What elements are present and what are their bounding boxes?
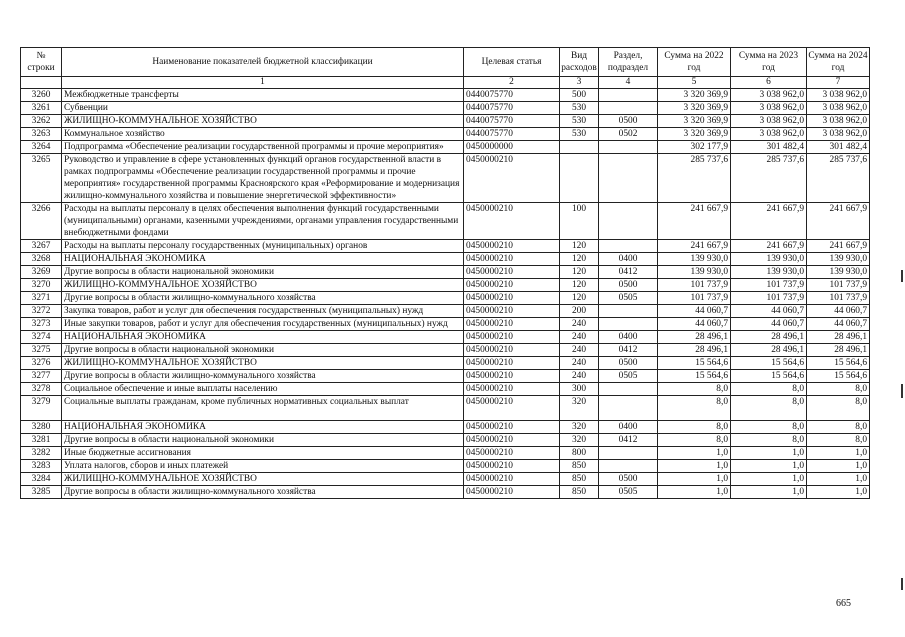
row-name: НАЦИОНАЛЬНАЯ ЭКОНОМИКА — [62, 253, 464, 266]
row-name: Другие вопросы в области жилищно-коммунального хозяйства — [62, 486, 464, 499]
row-number: 3262 — [21, 115, 62, 128]
row-name: Расходы на выплаты персоналу в целях обеспечения выполнения функций государственными (муниципальными) органами, казенными учреждениями, органами управления государственными внебюджетными фондами — [62, 203, 464, 240]
row-target: 0440075770 — [464, 89, 560, 102]
row-target: 0450000210 — [464, 473, 560, 486]
row-sum-2023: 1,0 — [731, 447, 807, 460]
row-target: 0450000210 — [464, 434, 560, 447]
row-target: 0450000210 — [464, 266, 560, 279]
row-sum-2022: 8,0 — [658, 434, 731, 447]
table-row — [21, 383, 870, 396]
row-number: 3280 — [21, 421, 62, 434]
row-target: 0440075770 — [464, 102, 560, 115]
row-expense-type: 120 — [560, 279, 599, 292]
row-name: Социальное обеспечение и иные выплаты населению — [62, 383, 464, 396]
row-expense-type: 240 — [560, 344, 599, 357]
row-target: 0450000210 — [464, 460, 560, 473]
row-name: Коммунальное хозяйство — [62, 128, 464, 141]
table-row — [21, 473, 870, 486]
column-number: 5 — [658, 77, 731, 89]
row-sum-2022: 302 177,9 — [658, 141, 731, 154]
row-sum-2023: 285 737,6 — [731, 154, 807, 203]
row-sum-2023: 28 496,1 — [731, 331, 807, 344]
table-row — [21, 266, 870, 279]
row-sum-2024: 101 737,9 — [807, 292, 870, 305]
row-target: 0450000210 — [464, 331, 560, 344]
row-sum-2023: 15 564,6 — [731, 357, 807, 370]
row-sum-2024: 15 564,6 — [807, 357, 870, 370]
row-target: 0450000210 — [464, 253, 560, 266]
row-section: 0505 — [599, 292, 658, 305]
row-sum-2024: 3 038 962,0 — [807, 128, 870, 141]
row-number: 3267 — [21, 240, 62, 253]
row-number: 3266 — [21, 203, 62, 240]
row-name: Субвенции — [62, 102, 464, 115]
row-number: 3264 — [21, 141, 62, 154]
row-sum-2022: 241 667,9 — [658, 240, 731, 253]
row-sum-2023: 3 038 962,0 — [731, 115, 807, 128]
row-expense-type: 200 — [560, 305, 599, 318]
row-sum-2024: 28 496,1 — [807, 331, 870, 344]
row-sum-2023: 101 737,9 — [731, 279, 807, 292]
row-expense-type: 530 — [560, 102, 599, 115]
row-sum-2024: 285 737,6 — [807, 154, 870, 203]
row-sum-2022: 101 737,9 — [658, 279, 731, 292]
table-row — [21, 486, 870, 499]
row-number: 3275 — [21, 344, 62, 357]
header-row-number: № строки — [21, 48, 62, 77]
row-number: 3265 — [21, 154, 62, 203]
row-sum-2022: 44 060,7 — [658, 318, 731, 331]
row-number: 3283 — [21, 460, 62, 473]
row-expense-type — [560, 154, 599, 203]
table-row — [21, 141, 870, 154]
row-sum-2022: 3 320 369,9 — [658, 128, 731, 141]
row-sum-2024: 1,0 — [807, 460, 870, 473]
table-body — [21, 89, 870, 499]
row-sum-2024: 3 038 962,0 — [807, 115, 870, 128]
row-sum-2024: 8,0 — [807, 396, 870, 421]
row-sum-2023: 44 060,7 — [731, 318, 807, 331]
row-sum-2024: 1,0 — [807, 447, 870, 460]
header-expense-type: Вид расходов — [560, 48, 599, 77]
row-section: 0400 — [599, 421, 658, 434]
row-section — [599, 305, 658, 318]
table-row — [21, 279, 870, 292]
table-row — [21, 318, 870, 331]
row-target: 0450000210 — [464, 383, 560, 396]
table-row — [21, 370, 870, 383]
row-sum-2022: 3 320 369,9 — [658, 102, 731, 115]
row-sum-2024: 8,0 — [807, 421, 870, 434]
table-row — [21, 89, 870, 102]
row-sum-2023: 241 667,9 — [731, 240, 807, 253]
row-target: 0440075770 — [464, 128, 560, 141]
row-section — [599, 141, 658, 154]
row-sum-2024: 28 496,1 — [807, 344, 870, 357]
row-sum-2024: 1,0 — [807, 486, 870, 499]
row-sum-2023: 28 496,1 — [731, 344, 807, 357]
page-number: 665 — [836, 598, 851, 609]
row-expense-type: 240 — [560, 357, 599, 370]
row-sum-2024: 241 667,9 — [807, 203, 870, 240]
row-sum-2024: 301 482,4 — [807, 141, 870, 154]
row-sum-2024: 44 060,7 — [807, 318, 870, 331]
row-name: Другие вопросы в области национальной экономики — [62, 344, 464, 357]
row-number: 3268 — [21, 253, 62, 266]
row-name: ЖИЛИЩНО-КОММУНАЛЬНОЕ ХОЗЯЙСТВО — [62, 279, 464, 292]
row-name: Руководство и управление в сфере установленных функций органов государственной власти в рамках подпрограммы «Обеспечение реализации государственной программы и прочие мероприятия» государственной программы Красноярского края «Реформирование и модернизация жилищно-коммунального хозяйства и повышение энергетической эффективности» — [62, 154, 464, 203]
row-expense-type: 120 — [560, 292, 599, 305]
row-name: ЖИЛИЩНО-КОММУНАЛЬНОЕ ХОЗЯЙСТВО — [62, 473, 464, 486]
table-row — [21, 434, 870, 447]
column-number: 2 — [464, 77, 560, 89]
row-expense-type: 800 — [560, 447, 599, 460]
row-section — [599, 203, 658, 240]
row-number: 3274 — [21, 331, 62, 344]
row-number: 3278 — [21, 383, 62, 396]
row-sum-2023: 44 060,7 — [731, 305, 807, 318]
column-number: 1 — [62, 77, 464, 89]
row-number: 3284 — [21, 473, 62, 486]
row-sum-2023: 8,0 — [731, 383, 807, 396]
row-name: Подпрограмма «Обеспечение реализации государственной программы и прочие мероприятия» — [62, 141, 464, 154]
table-row — [21, 128, 870, 141]
row-sum-2022: 139 930,0 — [658, 266, 731, 279]
row-expense-type: 320 — [560, 434, 599, 447]
row-sum-2022: 8,0 — [658, 383, 731, 396]
row-number: 3263 — [21, 128, 62, 141]
row-expense-type — [560, 141, 599, 154]
row-sum-2023: 1,0 — [731, 473, 807, 486]
row-section: 0412 — [599, 434, 658, 447]
header-section: Раздел, подраздел — [599, 48, 658, 77]
table-row — [21, 253, 870, 266]
row-sum-2024: 1,0 — [807, 473, 870, 486]
row-sum-2023: 301 482,4 — [731, 141, 807, 154]
row-section: 0500 — [599, 357, 658, 370]
row-expense-type: 300 — [560, 383, 599, 396]
row-sum-2023: 15 564,6 — [731, 370, 807, 383]
row-target: 0450000210 — [464, 357, 560, 370]
row-sum-2022: 1,0 — [658, 447, 731, 460]
row-sum-2023: 139 930,0 — [731, 266, 807, 279]
table-row — [21, 240, 870, 253]
row-number: 3281 — [21, 434, 62, 447]
row-name: НАЦИОНАЛЬНАЯ ЭКОНОМИКА — [62, 331, 464, 344]
budget-table — [20, 47, 870, 499]
row-target: 0450000210 — [464, 203, 560, 240]
row-sum-2024: 15 564,6 — [807, 370, 870, 383]
row-name: Закупка товаров, работ и услуг для обеспечения государственных (муниципальных) нужд — [62, 305, 464, 318]
row-sum-2023: 8,0 — [731, 396, 807, 421]
row-expense-type: 240 — [560, 331, 599, 344]
row-sum-2022: 3 320 369,9 — [658, 89, 731, 102]
row-sum-2022: 241 667,9 — [658, 203, 731, 240]
row-number: 3282 — [21, 447, 62, 460]
row-name: Другие вопросы в области национальной экономики — [62, 434, 464, 447]
row-expense-type: 850 — [560, 486, 599, 499]
row-expense-type: 120 — [560, 253, 599, 266]
table-row — [21, 447, 870, 460]
row-target: 0450000210 — [464, 421, 560, 434]
table-row — [21, 292, 870, 305]
table-row — [21, 203, 870, 240]
table-row — [21, 344, 870, 357]
row-number: 3271 — [21, 292, 62, 305]
row-name: ЖИЛИЩНО-КОММУНАЛЬНОЕ ХОЗЯЙСТВО — [62, 115, 464, 128]
row-section: 0500 — [599, 279, 658, 292]
table-header-row — [21, 48, 870, 77]
row-target: 0450000210 — [464, 396, 560, 421]
row-sum-2022: 8,0 — [658, 421, 731, 434]
header-sum-2022: Сумма на 2022 год — [658, 48, 731, 77]
row-section — [599, 240, 658, 253]
table-row — [21, 421, 870, 434]
row-expense-type: 120 — [560, 240, 599, 253]
row-sum-2024: 44 060,7 — [807, 305, 870, 318]
row-target: 0450000210 — [464, 447, 560, 460]
row-sum-2022: 15 564,6 — [658, 370, 731, 383]
table-row — [21, 115, 870, 128]
row-section: 0400 — [599, 253, 658, 266]
row-sum-2024: 139 930,0 — [807, 266, 870, 279]
row-number: 3279 — [21, 396, 62, 421]
row-sum-2022: 1,0 — [658, 486, 731, 499]
row-sum-2024: 139 930,0 — [807, 253, 870, 266]
row-section: 0500 — [599, 473, 658, 486]
row-section: 0412 — [599, 344, 658, 357]
row-name: Другие вопросы в области национальной экономики — [62, 266, 464, 279]
row-expense-type: 850 — [560, 473, 599, 486]
row-sum-2022: 44 060,7 — [658, 305, 731, 318]
row-sum-2023: 8,0 — [731, 434, 807, 447]
header-target: Целевая статья — [464, 48, 560, 77]
row-section — [599, 383, 658, 396]
row-name: Социальные выплаты гражданам, кроме публичных нормативных социальных выплат — [62, 396, 464, 421]
row-sum-2024: 3 038 962,0 — [807, 89, 870, 102]
row-name: Межбюджетные трансферты — [62, 89, 464, 102]
row-sum-2023: 241 667,9 — [731, 203, 807, 240]
row-expense-type: 850 — [560, 460, 599, 473]
row-number: 3277 — [21, 370, 62, 383]
row-name: Расходы на выплаты персоналу государственных (муниципальных) органов — [62, 240, 464, 253]
row-section — [599, 89, 658, 102]
row-sum-2023: 139 930,0 — [731, 253, 807, 266]
row-name: ЖИЛИЩНО-КОММУНАЛЬНОЕ ХОЗЯЙСТВО — [62, 357, 464, 370]
row-sum-2023: 1,0 — [731, 486, 807, 499]
row-sum-2022: 1,0 — [658, 460, 731, 473]
row-section — [599, 318, 658, 331]
row-target: 0450000210 — [464, 240, 560, 253]
row-target: 0450000210 — [464, 292, 560, 305]
row-section — [599, 447, 658, 460]
row-target: 0450000210 — [464, 305, 560, 318]
row-target: 0450000000 — [464, 141, 560, 154]
row-number: 3285 — [21, 486, 62, 499]
scan-mark — [901, 578, 903, 590]
row-name: НАЦИОНАЛЬНАЯ ЭКОНОМИКА — [62, 421, 464, 434]
row-name: Иные бюджетные ассигнования — [62, 447, 464, 460]
row-number: 3276 — [21, 357, 62, 370]
row-section: 0502 — [599, 128, 658, 141]
row-sum-2022: 285 737,6 — [658, 154, 731, 203]
scan-mark — [901, 270, 903, 282]
table-row — [21, 331, 870, 344]
scan-mark — [901, 384, 903, 398]
row-number: 3260 — [21, 89, 62, 102]
row-sum-2023: 3 038 962,0 — [731, 89, 807, 102]
row-sum-2023: 101 737,9 — [731, 292, 807, 305]
row-sum-2024: 8,0 — [807, 434, 870, 447]
column-number-row — [21, 77, 870, 89]
row-sum-2023: 3 038 962,0 — [731, 102, 807, 115]
row-expense-type: 530 — [560, 128, 599, 141]
row-expense-type: 120 — [560, 266, 599, 279]
row-name: Уплата налогов, сборов и иных платежей — [62, 460, 464, 473]
row-sum-2024: 241 667,9 — [807, 240, 870, 253]
table-row — [21, 396, 870, 421]
table-row — [21, 305, 870, 318]
header-sum-2023: Сумма на 2023 год — [731, 48, 807, 77]
row-expense-type: 240 — [560, 318, 599, 331]
row-sum-2023: 1,0 — [731, 460, 807, 473]
row-section: 0505 — [599, 486, 658, 499]
header-sum-2024: Сумма на 2024 год — [807, 48, 870, 77]
row-target: 0450000210 — [464, 279, 560, 292]
table-row — [21, 357, 870, 370]
row-section — [599, 460, 658, 473]
row-expense-type: 240 — [560, 370, 599, 383]
column-number: 6 — [731, 77, 807, 89]
row-expense-type: 320 — [560, 421, 599, 434]
table-row — [21, 154, 870, 203]
row-sum-2022: 1,0 — [658, 473, 731, 486]
column-number: 3 — [560, 77, 599, 89]
row-sum-2024: 3 038 962,0 — [807, 102, 870, 115]
row-sum-2024: 8,0 — [807, 383, 870, 396]
row-target: 0440075770 — [464, 115, 560, 128]
header-name: Наименование показателей бюджетной классификации — [62, 48, 464, 77]
row-expense-type: 530 — [560, 115, 599, 128]
row-sum-2023: 3 038 962,0 — [731, 128, 807, 141]
row-number: 3273 — [21, 318, 62, 331]
column-number: 7 — [807, 77, 870, 89]
row-section — [599, 102, 658, 115]
row-sum-2022: 28 496,1 — [658, 344, 731, 357]
column-number — [21, 77, 62, 89]
column-number: 4 — [599, 77, 658, 89]
row-sum-2022: 8,0 — [658, 396, 731, 421]
row-name: Другие вопросы в области жилищно-коммунального хозяйства — [62, 370, 464, 383]
row-target: 0450000210 — [464, 318, 560, 331]
table-row — [21, 460, 870, 473]
row-section — [599, 154, 658, 203]
row-section: 0400 — [599, 331, 658, 344]
row-target: 0450000210 — [464, 370, 560, 383]
row-sum-2022: 3 320 369,9 — [658, 115, 731, 128]
row-section: 0412 — [599, 266, 658, 279]
row-section — [599, 396, 658, 421]
row-sum-2022: 101 737,9 — [658, 292, 731, 305]
row-expense-type: 320 — [560, 396, 599, 421]
row-sum-2022: 15 564,6 — [658, 357, 731, 370]
row-section: 0500 — [599, 115, 658, 128]
row-sum-2024: 101 737,9 — [807, 279, 870, 292]
row-sum-2022: 28 496,1 — [658, 331, 731, 344]
row-number: 3270 — [21, 279, 62, 292]
row-expense-type: 100 — [560, 203, 599, 240]
row-section: 0505 — [599, 370, 658, 383]
row-sum-2022: 139 930,0 — [658, 253, 731, 266]
row-number: 3269 — [21, 266, 62, 279]
row-expense-type: 500 — [560, 89, 599, 102]
table-row — [21, 102, 870, 115]
row-name: Иные закупки товаров, работ и услуг для обеспечения государственных (муниципальных) нужд — [62, 318, 464, 331]
row-target: 0450000210 — [464, 486, 560, 499]
row-sum-2023: 8,0 — [731, 421, 807, 434]
row-name: Другие вопросы в области жилищно-коммунального хозяйства — [62, 292, 464, 305]
row-number: 3272 — [21, 305, 62, 318]
row-number: 3261 — [21, 102, 62, 115]
row-target: 0450000210 — [464, 344, 560, 357]
row-target: 0450000210 — [464, 154, 560, 203]
